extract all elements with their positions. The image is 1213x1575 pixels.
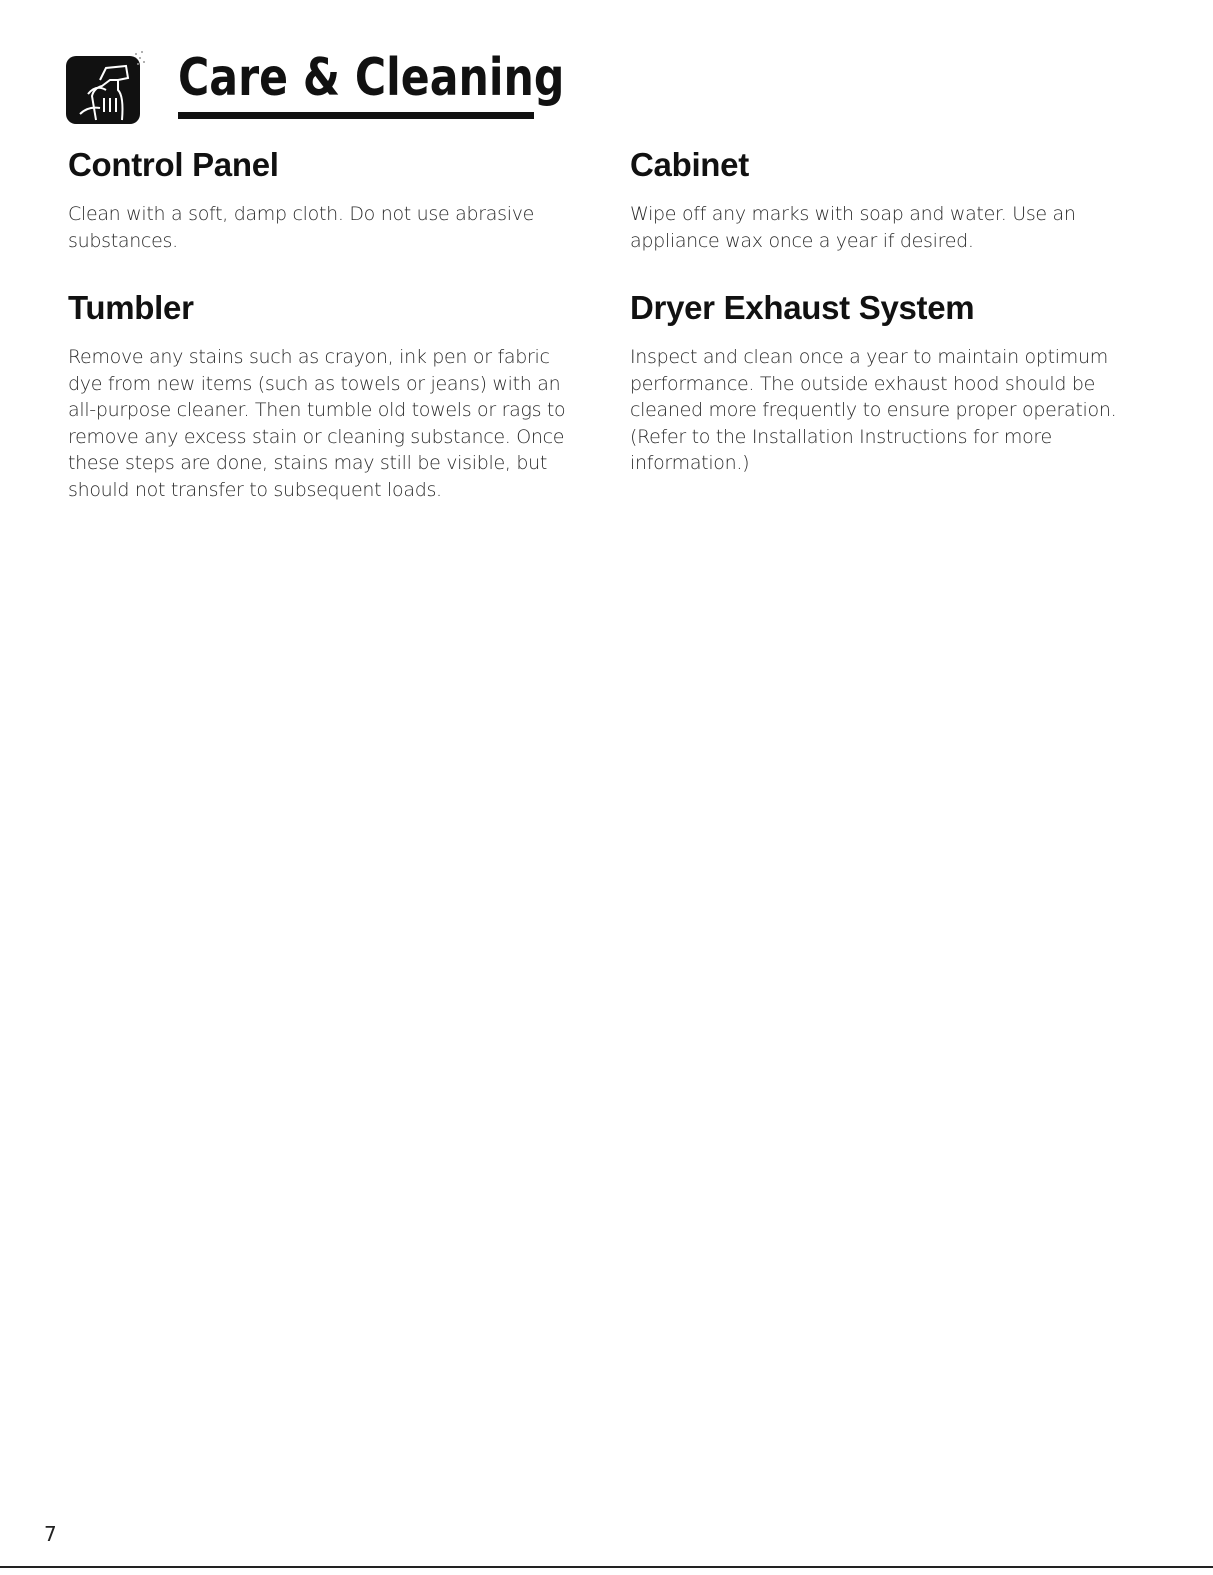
section-body: Remove any stains such as crayon, ink pen or fabric dye from new items (such as towels or jeans) with an all-purpose cleaner. Then tumble old towels or rags to remove any excess stain or cleaning substance. Once these steps are done, stains may still be visible, but should not transfer to subsequent loads. [68, 346, 566, 501]
section-heading: Control Panel [68, 146, 279, 183]
footer-divider [0, 1566, 1213, 1568]
spray-bottle-icon [66, 50, 146, 126]
page-header [66, 38, 565, 128]
section-body: Inspect and clean once a year to maintain optimum performance. The outside exhaust hood should be cleaned more frequently to ensure proper operation. (Refer to the Installation Instructions for more information.) [630, 346, 1117, 474]
page-title: Care & Cleaning [178, 48, 565, 108]
title-underline [178, 112, 534, 119]
section-heading: Dryer Exhaust System [630, 289, 975, 326]
section-dryer-exhaust-system [630, 288, 1130, 477]
section-tumbler [68, 288, 578, 503]
section-body: Wipe off any marks with soap and water. Use an appliance wax once a year if desired. [630, 203, 1076, 252]
section-control-panel [68, 145, 568, 254]
section-cabinet [630, 145, 1130, 254]
section-body: Clean with a soft, damp cloth. Do not use abrasive substances. [68, 203, 535, 252]
section-heading: Tumbler [68, 289, 194, 326]
page-number: 7 [44, 1522, 57, 1546]
section-heading: Cabinet [630, 146, 749, 183]
